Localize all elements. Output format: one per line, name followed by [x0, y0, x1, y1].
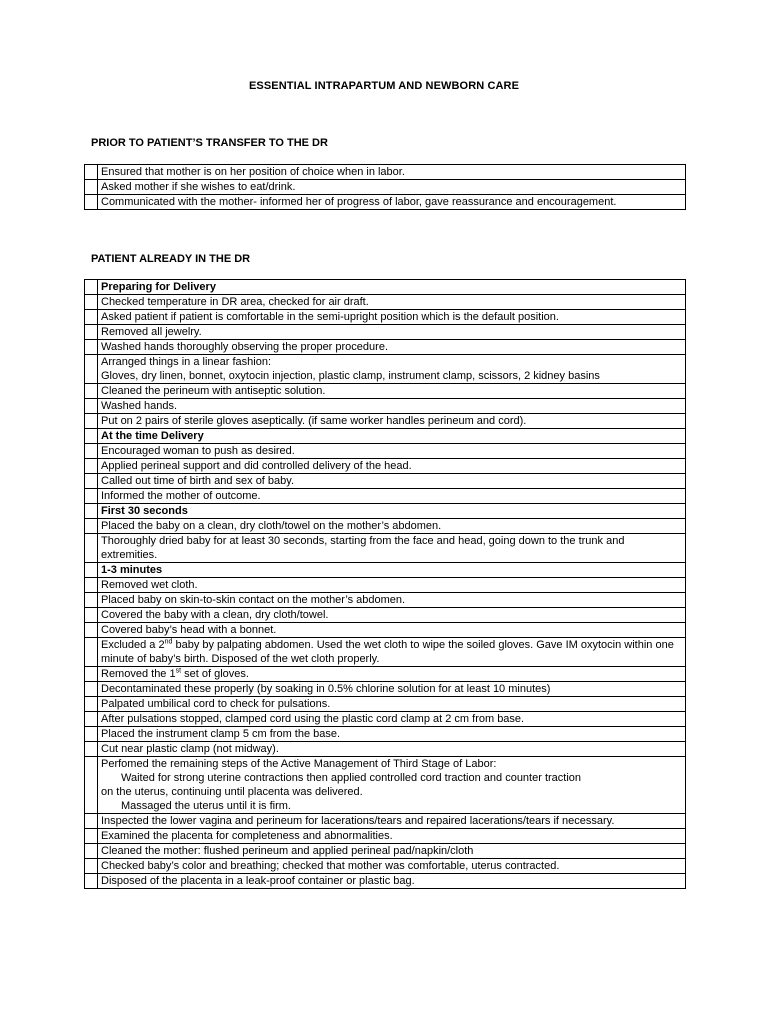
checklist-item-text: Applied perineal support and did controlled delivery of the head. — [98, 459, 686, 474]
item-text-part: Excluded a 2 — [101, 639, 165, 651]
checkbox-cell[interactable] — [85, 384, 98, 399]
checkbox-cell[interactable] — [85, 519, 98, 534]
checklist-item-text: Cleaned the mother: flushed perineum and applied perineal pad/napkin/cloth — [98, 844, 686, 859]
checklist-item-text — [98, 355, 686, 384]
checklist-item-text: Removed wet cloth. — [98, 578, 686, 593]
checklist-item-text: Thoroughly dried baby for at least 30 seconds, starting from the face and head, going down to the trunk and extremities. — [98, 534, 686, 563]
checkbox-cell[interactable] — [85, 814, 98, 829]
checklist-row — [85, 859, 686, 874]
checkbox-cell[interactable] — [85, 859, 98, 874]
checklist-row — [85, 295, 686, 310]
checkbox-cell[interactable] — [85, 195, 98, 210]
subsection-label: At the time Delivery — [98, 429, 686, 444]
subsection-row — [85, 429, 686, 444]
checklist-row — [85, 844, 686, 859]
subsection-row — [85, 504, 686, 519]
checkbox-cell[interactable] — [85, 697, 98, 712]
checklist-row — [85, 195, 686, 210]
checkbox-cell[interactable] — [85, 165, 98, 180]
checklist-row — [85, 682, 686, 697]
checkbox-cell[interactable] — [85, 399, 98, 414]
checkbox-cell[interactable] — [85, 295, 98, 310]
checkbox-cell[interactable] — [85, 667, 98, 682]
checkbox-cell[interactable] — [85, 638, 98, 667]
checklist-row — [85, 712, 686, 727]
document-title: ESSENTIAL INTRAPARTUM AND NEWBORN CARE — [248, 80, 520, 92]
checklist-item-text: Cut near plastic clamp (not midway). — [98, 742, 686, 757]
checklist-item-text: Put on 2 pairs of sterile gloves aseptically. (if same worker handles perineum and cord). — [98, 414, 686, 429]
checklist-row — [85, 578, 686, 593]
checklist-item-text: Covered the baby with a clean, dry cloth/towel. — [98, 608, 686, 623]
checkbox-cell[interactable] — [85, 563, 98, 578]
checkbox-cell[interactable] — [85, 578, 98, 593]
checklist-item-text: Removed all jewelry. — [98, 325, 686, 340]
checkbox-cell[interactable] — [85, 623, 98, 638]
item-line: Waited for strong uterine contractions then applied controlled cord traction and counter traction — [121, 772, 582, 784]
checklist-row — [85, 474, 686, 489]
checklist-item-text: Inspected the lower vagina and perineum for lacerations/tears and repaired lacerations/tears if necessary. — [98, 814, 686, 829]
item-line: Gloves, dry linen, bonnet, oxytocin injection, plastic clamp, instrument clamp, scissors, 2 kidney basins — [101, 370, 600, 382]
subsection-row — [85, 280, 686, 295]
checklist-item-text: Asked patient if patient is comfortable in the semi-upright position which is the default position. — [98, 310, 686, 325]
checklist-row — [85, 340, 686, 355]
subsection-row — [85, 563, 686, 578]
checklist-row — [85, 593, 686, 608]
checklist-row — [85, 534, 686, 563]
checklist-row — [85, 667, 686, 682]
item-text-part: Removed the 1 — [101, 668, 176, 680]
checklist-row — [85, 165, 686, 180]
item-text-part: set of gloves. — [181, 668, 249, 680]
checkbox-cell[interactable] — [85, 593, 98, 608]
checklist-item-text: Asked mother if she wishes to eat/drink. — [98, 180, 686, 195]
checkbox-cell[interactable] — [85, 844, 98, 859]
checklist-row — [85, 399, 686, 414]
checklist-table-in-dr — [84, 279, 686, 889]
checkbox-cell[interactable] — [85, 534, 98, 563]
checkbox-cell[interactable] — [85, 742, 98, 757]
checklist-row — [85, 814, 686, 829]
checkbox-cell[interactable] — [85, 474, 98, 489]
checkbox-cell[interactable] — [85, 325, 98, 340]
checklist-item-text: Washed hands thoroughly observing the proper procedure. — [98, 340, 686, 355]
checkbox-cell[interactable] — [85, 874, 98, 889]
checklist-item-text — [98, 667, 686, 682]
checklist-row — [85, 519, 686, 534]
checklist-item-text: Cleaned the perineum with antiseptic solution. — [98, 384, 686, 399]
checklist-item-text: Placed baby on skin-to-skin contact on the mother’s abdomen. — [98, 593, 686, 608]
checklist-item-text: Decontaminated these properly (by soaking in 0.5% chlorine solution for at least 10 minutes) — [98, 682, 686, 697]
checklist-item-text: Examined the placenta for completeness and abnormalities. — [98, 829, 686, 844]
checkbox-cell[interactable] — [85, 459, 98, 474]
checkbox-cell[interactable] — [85, 712, 98, 727]
checklist-item-text: Informed the mother of outcome. — [98, 489, 686, 504]
section-heading-prior-transfer: PRIOR TO PATIENT’S TRANSFER TO THE DR — [91, 137, 328, 149]
subsection-label: 1-3 minutes — [98, 563, 686, 578]
checklist-item-text: After pulsations stopped, clamped cord using the plastic cord clamp at 2 cm from base. — [98, 712, 686, 727]
checkbox-cell[interactable] — [85, 727, 98, 742]
checklist-row — [85, 489, 686, 504]
checklist-row — [85, 697, 686, 712]
checklist-item-text — [98, 638, 686, 667]
checkbox-cell[interactable] — [85, 355, 98, 384]
checkbox-cell[interactable] — [85, 340, 98, 355]
checklist-item-text: Washed hands. — [98, 399, 686, 414]
checkbox-cell[interactable] — [85, 280, 98, 295]
checklist-row — [85, 727, 686, 742]
checklist-item-text: Covered baby’s head with a bonnet. — [98, 623, 686, 638]
checklist-row — [85, 325, 686, 340]
checklist-row — [85, 355, 686, 384]
checkbox-cell[interactable] — [85, 310, 98, 325]
checklist-row — [85, 444, 686, 459]
checkbox-cell[interactable] — [85, 414, 98, 429]
checkbox-cell[interactable] — [85, 682, 98, 697]
subsection-label: First 30 seconds — [98, 504, 686, 519]
checklist-item-text: Communicated with the mother- informed her of progress of labor, gave reassurance and encouragement. — [98, 195, 686, 210]
checklist-row — [85, 829, 686, 844]
checklist-row — [85, 874, 686, 889]
item-line: on the uterus, continuing until placenta was delivered. — [101, 786, 363, 798]
checklist-row — [85, 310, 686, 325]
checklist-item-text: Ensured that mother is on her position of choice when in labor. — [98, 165, 686, 180]
checklist-table-prior-transfer — [84, 164, 686, 210]
checkbox-cell[interactable] — [85, 504, 98, 519]
checklist-item-text: Disposed of the placenta in a leak-proof container or plastic bag. — [98, 874, 686, 889]
checkbox-cell[interactable] — [85, 444, 98, 459]
item-text-part: baby by palpating abdomen. Used the wet cloth to wipe the soiled gloves. Gave IM oxytocin within one minute of baby’s birth. Disposed of the wet cloth properly. — [101, 639, 674, 665]
checklist-item-text: Called out time of birth and sex of baby. — [98, 474, 686, 489]
checkbox-cell[interactable] — [85, 757, 98, 814]
checkbox-cell[interactable] — [85, 608, 98, 623]
checklist-item-text: Palpated umbilical cord to check for pulsations. — [98, 697, 686, 712]
checklist-item-text: Placed the baby on a clean, dry cloth/towel on the mother’s abdomen. — [98, 519, 686, 534]
item-line: Arranged things in a linear fashion: — [101, 356, 271, 368]
checklist-row — [85, 623, 686, 638]
ordinal-suffix: st — [175, 667, 182, 675]
checklist-row — [85, 638, 686, 667]
ordinal-suffix: nd — [164, 638, 173, 646]
checklist-row — [85, 384, 686, 399]
checklist-item-text: Checked temperature in DR area, checked for air draft. — [98, 295, 686, 310]
checklist-row — [85, 757, 686, 814]
checklist-row — [85, 742, 686, 757]
checklist-item-text — [98, 757, 686, 814]
checklist-row — [85, 180, 686, 195]
checklist-row — [85, 608, 686, 623]
subsection-label: Preparing for Delivery — [98, 280, 686, 295]
checklist-item-text: Placed the instrument clamp 5 cm from the base. — [98, 727, 686, 742]
item-line: Massaged the uterus until it is firm. — [121, 800, 291, 812]
checkbox-cell[interactable] — [85, 429, 98, 444]
checkbox-cell[interactable] — [85, 180, 98, 195]
section-heading-in-dr: PATIENT ALREADY IN THE DR — [91, 253, 251, 265]
checklist-row — [85, 459, 686, 474]
checklist-item-text: Encouraged woman to push as desired. — [98, 444, 686, 459]
checklist-row — [85, 414, 686, 429]
checklist-item-text: Checked baby’s color and breathing; checked that mother was comfortable, uterus contracted. — [98, 859, 686, 874]
item-line: Perfomed the remaining steps of the Active Management of Third Stage of Labor: — [101, 758, 497, 770]
checkbox-cell[interactable] — [85, 489, 98, 504]
checkbox-cell[interactable] — [85, 829, 98, 844]
